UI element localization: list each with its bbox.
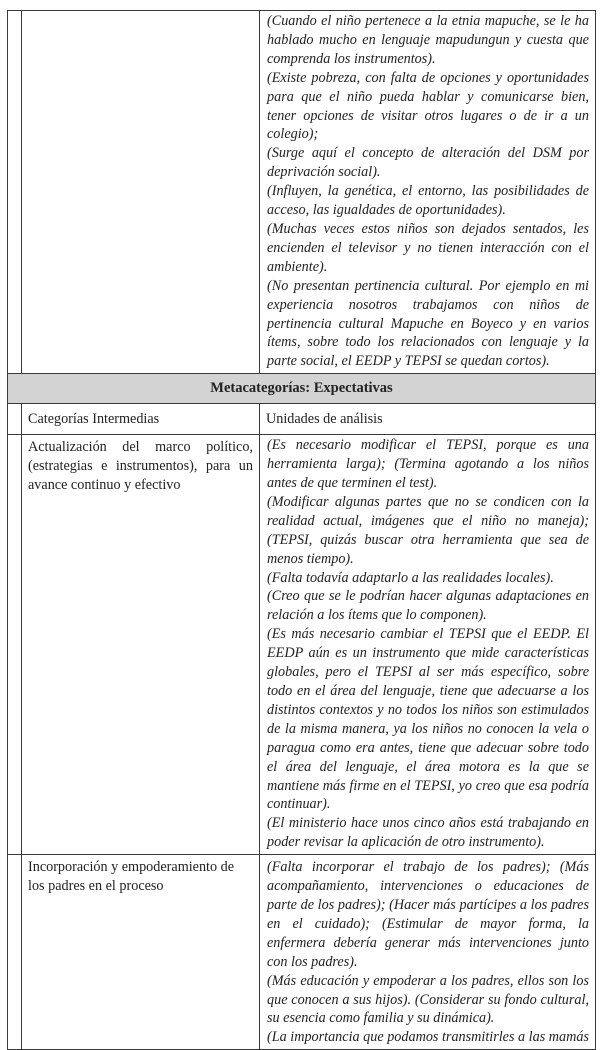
- unit-text: (Más educación y empoderar a los padres, ellos son los que conocen a sus hijos). (Considerar su fondo cultural, su esencia como familia y su dinámica).: [267, 972, 589, 1027]
- unit-text: (Creo que se le podrían hacer algunas adaptaciones en relación a los ítems que lo componen).: [267, 588, 589, 624]
- unit-text: (Surge aquí el concepto de alteración del DSM por deprivación social).: [267, 145, 589, 181]
- unit-text: (Influyen, la genética, el entorno, las posibilidades de acceso, las igualdades de oportunidades).: [267, 183, 589, 219]
- column-header-row: [8, 404, 596, 435]
- unit-text: (El ministerio hace unos cinco años está trabajando en poder revisar la aplicación de otro instrumento).: [267, 815, 589, 851]
- table-row: [8, 855, 596, 1050]
- unit-text: (Es necesario modificar el TEPSI, porque es una herramienta larga); (Termina agotando a los niños antes de que terminen el test).: [267, 437, 589, 492]
- table-row-continued: [8, 11, 596, 374]
- metacategory-row: [8, 374, 596, 404]
- unit-text: (Cuando el niño pertenece a la etnia mapuche, se le ha hablado mucho en lenguaje mapudungun y cuesta que comprenda los instrumentos).: [267, 13, 589, 67]
- category-cell: Actualización del marco político, (estrategias e instrumentos), para un avance continuo y efectivo: [22, 435, 260, 855]
- table-row: [8, 435, 596, 855]
- unit-text: (No presentan pertinencia cultural. Por ejemplo en mi experiencia nosotros trabajamos con niños de pertinencia cultural Mapuche en Boyeco y en varios ítems, sobre todo los relacionados con lenguaje y la parte social, el EEDP y TEPSI se quedan cortos).: [267, 277, 589, 370]
- margin-cell: [8, 404, 22, 435]
- unit-text: (Es más necesario cambiar el TEPSI que el EEDP. El EEDP aún es un instrumento que mide características globales, pero el TEPSI al ser más específico, sobre todo en el área del lenguaje, tiene que adecuarse a los distintos contextos y no todos los niños son estimulados de la misma manera, ya los niños no conocen la vela o paragua como era antes, tiene que adecuar sobre todo el área del lenguaje, el área motora es la que se mantiene más firme en el TEPSI, yo creo que esa podría continuar).: [267, 626, 589, 813]
- unit-text: (Muchas veces estos niños son dejados sentados, les encienden el televisor y no tienen interacción con el ambiente).: [267, 220, 589, 275]
- margin-cell: [8, 11, 22, 374]
- unit-text: (Falta incorporar el trabajo de los padres); (Más acompañamiento, intervenciones o educaciones de parte de los padres); (Hacer más partícipes a los padres en el cuidado); (Estimular de mayor forma, la enfermera debería generar más intervenciones junto con los padres).: [267, 859, 589, 970]
- analysis-table: [7, 10, 596, 1050]
- unit-text: (Falta todavía adaptarlo a las realidades locales).: [267, 569, 554, 586]
- unit-text: (Modificar algunas partes que no se condicen con la realidad actual, imágenes que el niño no maneja); (TEPSI, quizás buscar otra herramienta que sea de menos tiempo).: [267, 493, 589, 567]
- category-cell: [22, 11, 260, 374]
- unit-text: (La importancia que podamos transmitirles a las mamás: [267, 1029, 589, 1046]
- margin-cell: [8, 855, 22, 1050]
- metacategory-heading: Metacategorías: Expectativas: [8, 374, 596, 404]
- units-cell: [260, 11, 596, 374]
- margin-cell: [8, 435, 22, 855]
- header-units: Unidades de análisis: [260, 404, 596, 435]
- header-category: Categorías Intermedias: [22, 404, 260, 435]
- units-cell: [260, 435, 596, 855]
- category-cell: Incorporación y empoderamiento de los padres en el proceso: [22, 855, 260, 1050]
- unit-text: (Existe pobreza, con falta de opciones y oportunidades para que el niño pueda hablar y comunicarse bien, tener opciones de visitar otros lugares o de ir a un colegio);: [267, 69, 589, 143]
- units-cell: [260, 855, 596, 1050]
